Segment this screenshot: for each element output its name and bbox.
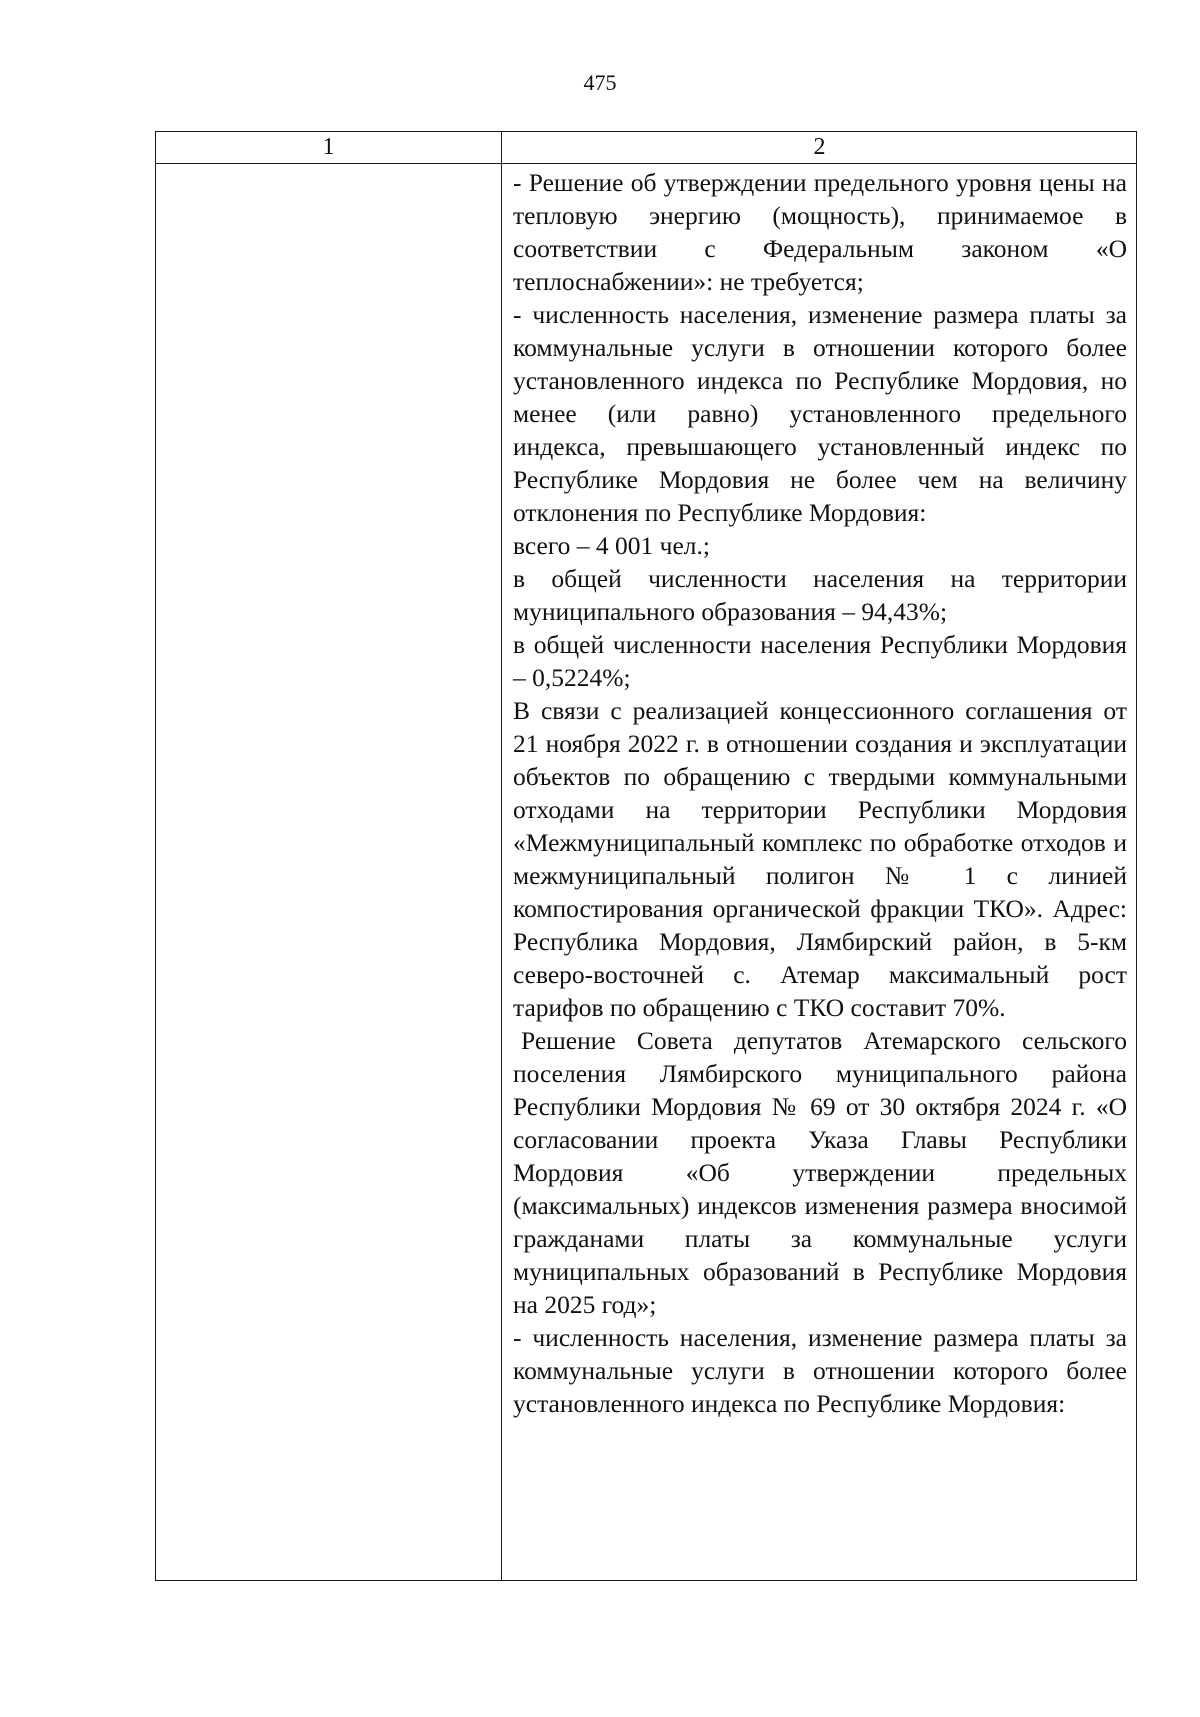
page-number: 475 — [583, 70, 617, 95]
document-table — [155, 131, 1137, 1581]
paragraph-heat-price: - Решение об утверждении предельного уровня цены на тепловую энергию (мощность), принимаемое в соответствии с Федеральным законом «О теплоснабжении»: не требуется; — [513, 168, 1127, 296]
paragraph-council-decision: Решение Совета депутатов Атемарского сельского поселения Лямбирского муниципального района Республики Мордовия № 69 от 30 октября 2024 г. «О согласовании проекта Указа Главы Республики Мордовия «Об утверждении предельных (максимальных) индексов изменения размера вносимой гражданами платы за коммунальные услуги муниципальных образований в Республике Мордовия на 2025 год»; — [513, 1026, 1127, 1319]
paragraph-concession-agreement: В связи с реализацией концессионного соглашения от 21 ноября 2022 г. в отношении создания и эксплуатации объектов по обращению с твердыми коммунальными отходами на территории Республики Мордовия «Межмуниципальный комплекс по обработке отходов и межмуниципальный полигон № 1 с линией компостирования органической фракции ТКО». Адрес: Республика Мордовия, Лямбирский район, в 5-км северо-восточней с. Атемар максимальный рост тарифов по обращению с ТКО составит 70%. — [513, 696, 1127, 1022]
paragraph-population-above-index: - численность населения, изменение размера платы за коммунальные услуги в отношении которого более установленного индекса по Республике Мордовия, но менее (или равно) установленного предельного индекса, превышающего установленный индекс по Республике Мордовия не более чем на величину отклонения по Республике Мордовия: — [513, 300, 1127, 527]
paragraph-municipal-share: в общей численности населения на территории муниципального образования – 94,43%; — [513, 564, 1127, 626]
table-header-row — [156, 132, 1136, 164]
paragraph-total-population: всего – 4 001 чел.; — [513, 531, 710, 560]
column-divider — [501, 132, 502, 1580]
header-cell-col1: 1 — [322, 134, 335, 160]
header-cell-col2: 2 — [813, 134, 826, 160]
paragraph-population-above-index-2: - численность населения, изменение размера платы за коммунальные услуги в отношении которого более установленного индекса по Республике Мордовия: — [513, 1323, 1127, 1418]
content-cell-col2 — [513, 166, 1127, 1420]
paragraph-republic-share: в общей численности населения Республики Мордовия – 0,5224%; — [513, 630, 1127, 692]
